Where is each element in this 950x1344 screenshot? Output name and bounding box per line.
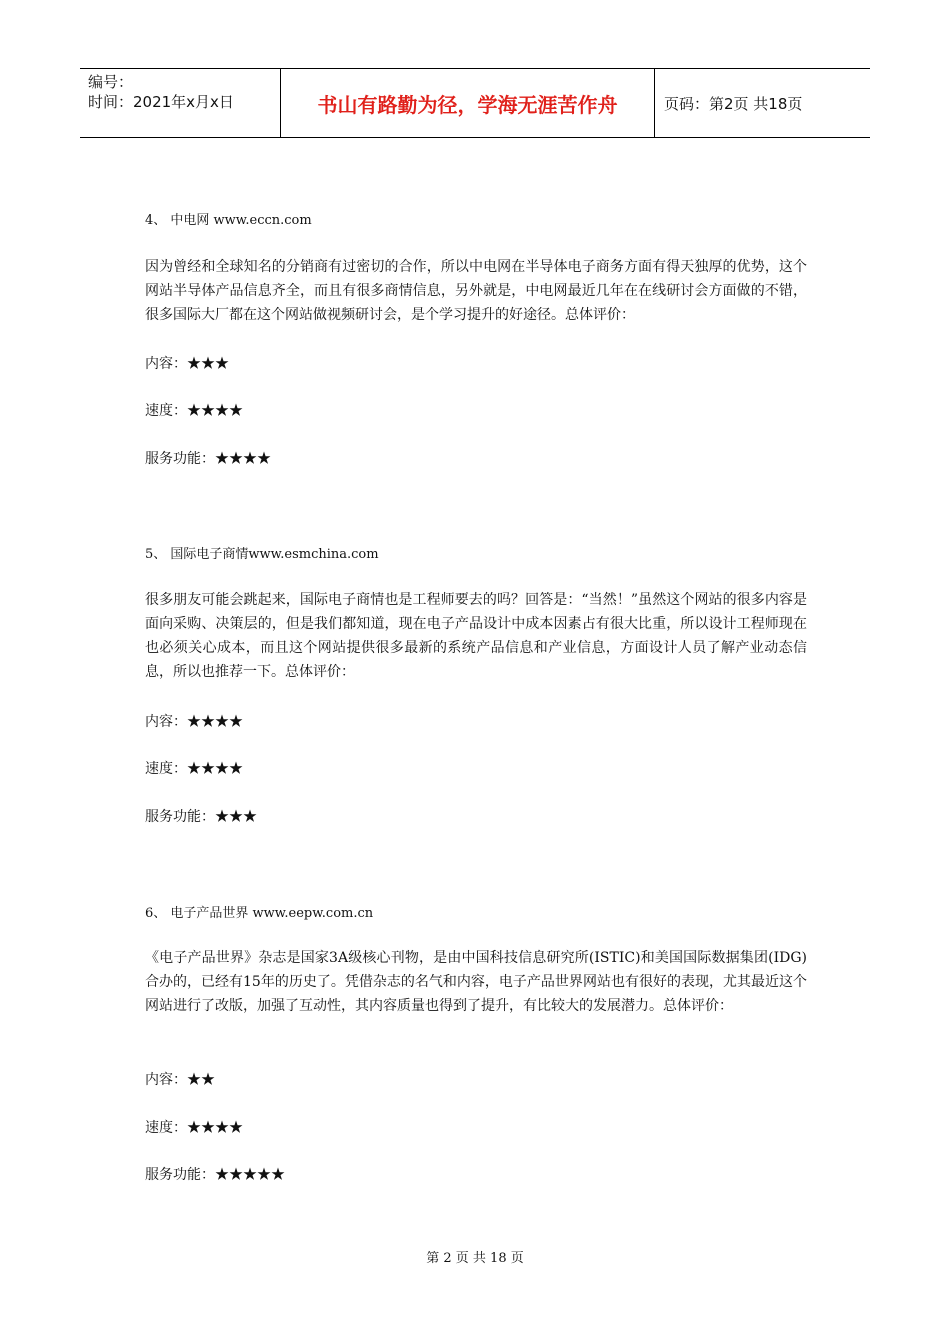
rating-row xyxy=(145,1069,215,1089)
star-rating: ★★★ xyxy=(215,809,257,825)
section-title: 4、 中电网 www.eccn.com xyxy=(145,213,312,228)
rating-row xyxy=(145,448,271,468)
rating-row xyxy=(145,353,229,373)
section-title: 5、 国际电子商情www.esmchina.com xyxy=(145,547,379,562)
rating-label: 内容： xyxy=(145,714,187,730)
page-footer: 第 2 页 共 18 页 xyxy=(426,1251,524,1266)
rating-label: 速度： xyxy=(145,761,187,777)
star-rating: ★★★★ xyxy=(187,714,243,730)
page-header xyxy=(80,68,870,138)
header-meta xyxy=(80,69,281,137)
rating-label: 服务功能： xyxy=(145,809,215,825)
rating-label: 速度： xyxy=(145,403,187,419)
star-rating: ★★★★ xyxy=(187,403,243,419)
star-rating: ★★★★★ xyxy=(215,1167,285,1183)
rating-label: 服务功能： xyxy=(145,451,215,467)
section-body: 《电子产品世界》杂志是国家3A级核心刊物，是由中国科技信息研究所(ISTIC)和美国国际数据集团(IDG)合办的，已经有15年的历史了。凭借杂志的名气和内容，电子产品世界网站也有很好的表现，尤其最近这个网站进行了改版，加强了互动性，其内容质量也得到了提升，有比较大的发展潜力。总体评价： xyxy=(145,950,807,1014)
header-motto: 书山有路勤为径，学海无涯苦作舟 xyxy=(281,69,655,137)
star-rating: ★★★★ xyxy=(187,1120,243,1136)
header-page-info: 页码：第2页 共18页 xyxy=(664,94,803,113)
section-body: 因为曾经和全球知名的分销商有过密切的合作，所以中电网在半导体电子商务方面有得天独厚的优势，这个网站半导体产品信息齐全，而且有很多商情信息，另外就是，中电网最近几年在在线研讨会方面做的不错，很多国际大厂都在这个网站做视频研讨会，是个学习提升的好途径。总体评价： xyxy=(145,259,807,323)
document-time-label: 时间：2021年x月x日 xyxy=(88,93,234,111)
star-rating: ★★ xyxy=(187,1072,215,1088)
rating-row xyxy=(145,806,257,826)
rating-label: 速度： xyxy=(145,1120,187,1136)
document-number-label: 编号： xyxy=(88,73,134,91)
star-rating: ★★★★ xyxy=(187,761,243,777)
star-rating: ★★★ xyxy=(187,356,229,372)
rating-row xyxy=(145,1117,243,1137)
rating-label: 内容： xyxy=(145,356,187,372)
rating-row xyxy=(145,711,243,731)
rating-row xyxy=(145,400,243,420)
rating-row xyxy=(145,1164,285,1184)
rating-label: 内容： xyxy=(145,1072,187,1088)
star-rating: ★★★★ xyxy=(215,451,271,467)
rating-row xyxy=(145,758,243,778)
section-body: 很多朋友可能会跳起来，国际电子商情也是工程师要去的吗？回答是：“当然！”虽然这个网站的很多内容是面向采购、决策层的，但是我们都知道，现在电子产品设计中成本因素占有很大比重，所以设计工程师现在也必须关心成本，而且这个网站提供很多最新的系统产品信息和产业信息，方面设计人员了解产业动态信息，所以也推荐一下。总体评价： xyxy=(145,592,807,680)
rating-label: 服务功能： xyxy=(145,1167,215,1183)
section-title: 6、 电子产品世界 www.eepw.com.cn xyxy=(145,906,374,921)
